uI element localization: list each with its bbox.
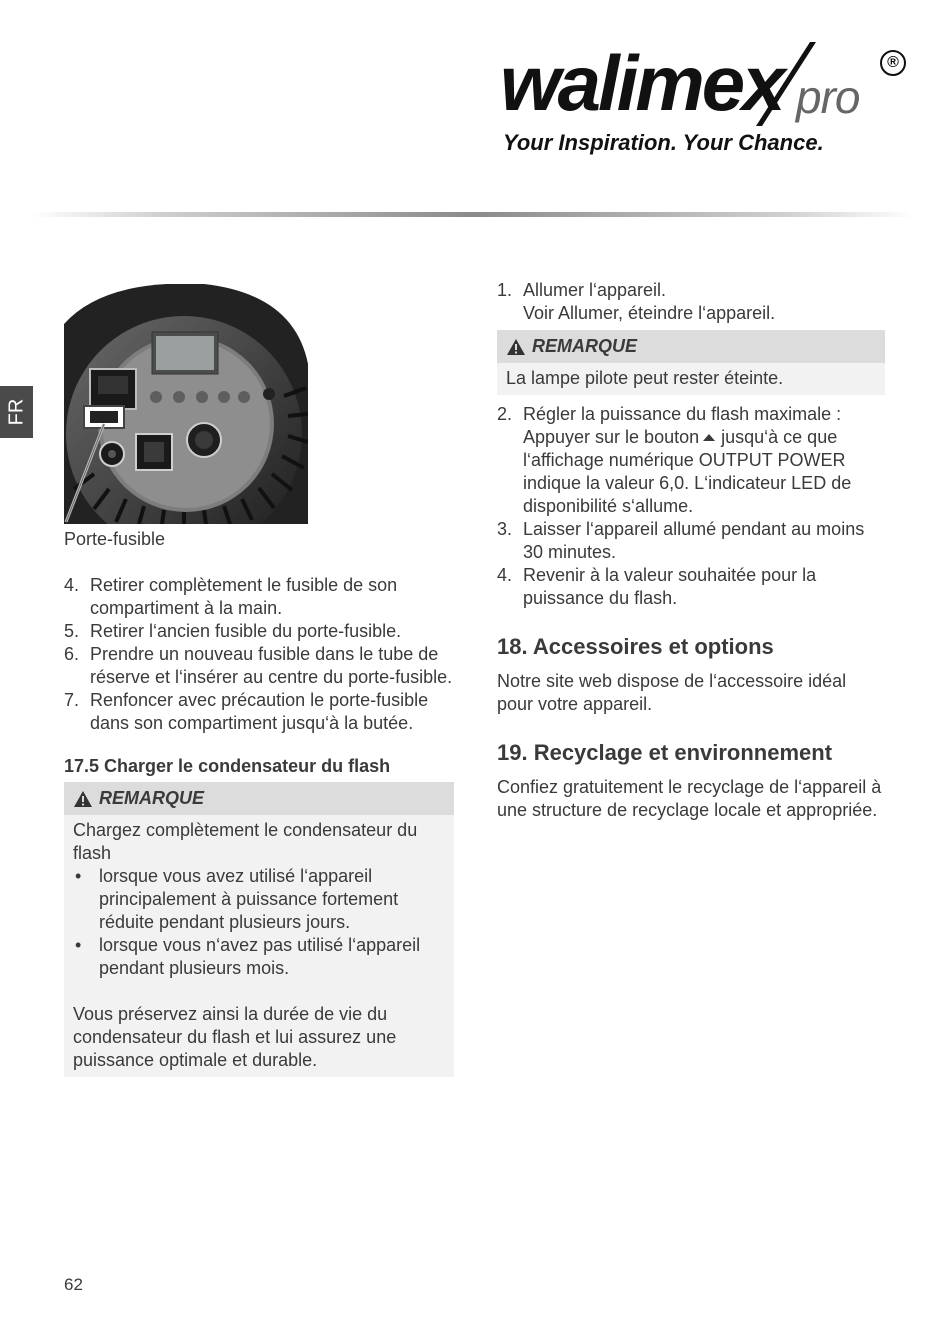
left-step-list bbox=[64, 574, 454, 735]
list-item: • lorsque vous avez utilisé l‘appareil principalement à puissance fortement réduite pendant plusieurs jours. bbox=[75, 866, 399, 932]
list-item: • lorsque vous n‘avez pas utilisé l‘appareil pendant plusieurs mois. bbox=[75, 935, 421, 978]
page-number: 62 bbox=[64, 1275, 83, 1294]
note-header bbox=[497, 330, 885, 363]
step-number: 1. bbox=[497, 280, 513, 300]
step-number: 6. bbox=[64, 644, 80, 664]
step-text: Laisser l‘appareil allumé pendant au moins 30 minutes. bbox=[523, 519, 865, 562]
note-bullet-list bbox=[73, 865, 445, 980]
note-label: REMARQUE bbox=[99, 788, 205, 808]
step-number: 4. bbox=[64, 575, 80, 595]
fuse-holder-photo bbox=[64, 284, 308, 524]
image-caption: Porte-fusible bbox=[64, 529, 166, 549]
list-item bbox=[497, 564, 885, 610]
tagline: Your Inspiration. Your Chance. bbox=[503, 130, 824, 155]
step-text: Allumer l‘appareil. bbox=[523, 280, 667, 300]
note-text: La lampe pilote peut rester éteinte. bbox=[506, 368, 784, 388]
list-item bbox=[497, 518, 885, 564]
header-divider bbox=[30, 212, 915, 217]
list-item bbox=[497, 403, 885, 518]
bullet-text: lorsque vous n‘avez pas utilisé l‘appareil pendant plusieurs mois. bbox=[99, 935, 421, 978]
language-tab bbox=[0, 386, 33, 438]
step-number: 3. bbox=[497, 519, 513, 539]
bullet-text: lorsque vous avez utilisé l‘appareil principalement à puissance fortement réduite pendant plusieurs jours. bbox=[99, 866, 399, 932]
note-header bbox=[64, 782, 454, 815]
note-body bbox=[497, 363, 885, 395]
language-label: FR bbox=[5, 398, 27, 426]
section-text-19: Confiez gratuitement le recyclage de l‘appareil à une structure de recyclage locale et appropriée. bbox=[497, 777, 882, 820]
step-text: Retirer complètement le fusible de son compartiment à la main. bbox=[90, 575, 398, 618]
step-text: Prendre un nouveau fusible dans le tube de réserve et l‘insérer au centre du porte-fusible. bbox=[90, 644, 453, 687]
warning-icon bbox=[73, 790, 93, 808]
warning-icon bbox=[506, 338, 526, 356]
right-step-list-a bbox=[497, 279, 885, 325]
step-text: Régler la puissance du flash maximale : Appuyer sur le bouton bbox=[523, 404, 842, 447]
registered-mark: ® bbox=[880, 50, 906, 76]
section-heading-19: 19. Recyclage et environnement bbox=[497, 740, 833, 765]
step-text-cont: jusqu‘à ce que l‘affichage numérique OUTPUT POWER indique la valeur 6,0. L‘indicateur LED de disponibilité s‘allume. bbox=[523, 427, 852, 516]
step-number: 7. bbox=[64, 690, 80, 710]
section-text-18: Notre site web dispose de l‘accessoire idéal pour votre appareil. bbox=[497, 671, 847, 714]
right-step-list-b bbox=[497, 403, 885, 610]
list-item bbox=[64, 643, 454, 689]
arrow-up-icon bbox=[703, 434, 715, 441]
step-text: Retirer l‘ancien fusible du porte-fusible. bbox=[90, 621, 402, 641]
step-number: 5. bbox=[64, 621, 80, 641]
note-intro: Chargez complètement le condensateur du flash bbox=[73, 820, 418, 863]
note-box bbox=[497, 330, 885, 395]
right-column bbox=[497, 279, 885, 822]
section-heading-18: 18. Accessoires et options bbox=[497, 634, 774, 659]
section-heading-17-5: 17.5 Charger le condensateur du flash bbox=[64, 756, 391, 776]
logo-wordmark: walimex bbox=[500, 39, 783, 127]
step-number: 2. bbox=[497, 404, 513, 424]
list-item bbox=[64, 689, 454, 735]
left-column bbox=[64, 284, 454, 1077]
list-item bbox=[64, 574, 454, 620]
note-body bbox=[64, 815, 454, 1077]
logo-pro: pro bbox=[796, 71, 860, 123]
step-number: 4. bbox=[497, 565, 513, 585]
list-item bbox=[497, 279, 885, 325]
step-text: Revenir à la valeur souhaitée pour la puissance du flash. bbox=[523, 565, 817, 608]
step-subtext: Voir Allumer, éteindre l‘appareil. bbox=[523, 303, 776, 323]
note-label: REMARQUE bbox=[532, 336, 638, 356]
note-outro: Vous préservez ainsi la durée de vie du condensateur du flash et lui assurez une puissance optimale et durable. bbox=[73, 1004, 397, 1070]
list-item bbox=[64, 620, 454, 643]
note-box bbox=[64, 782, 454, 1077]
step-text: Renfoncer avec précaution le porte-fusible dans son compartiment jusqu‘à la butée. bbox=[90, 690, 429, 733]
